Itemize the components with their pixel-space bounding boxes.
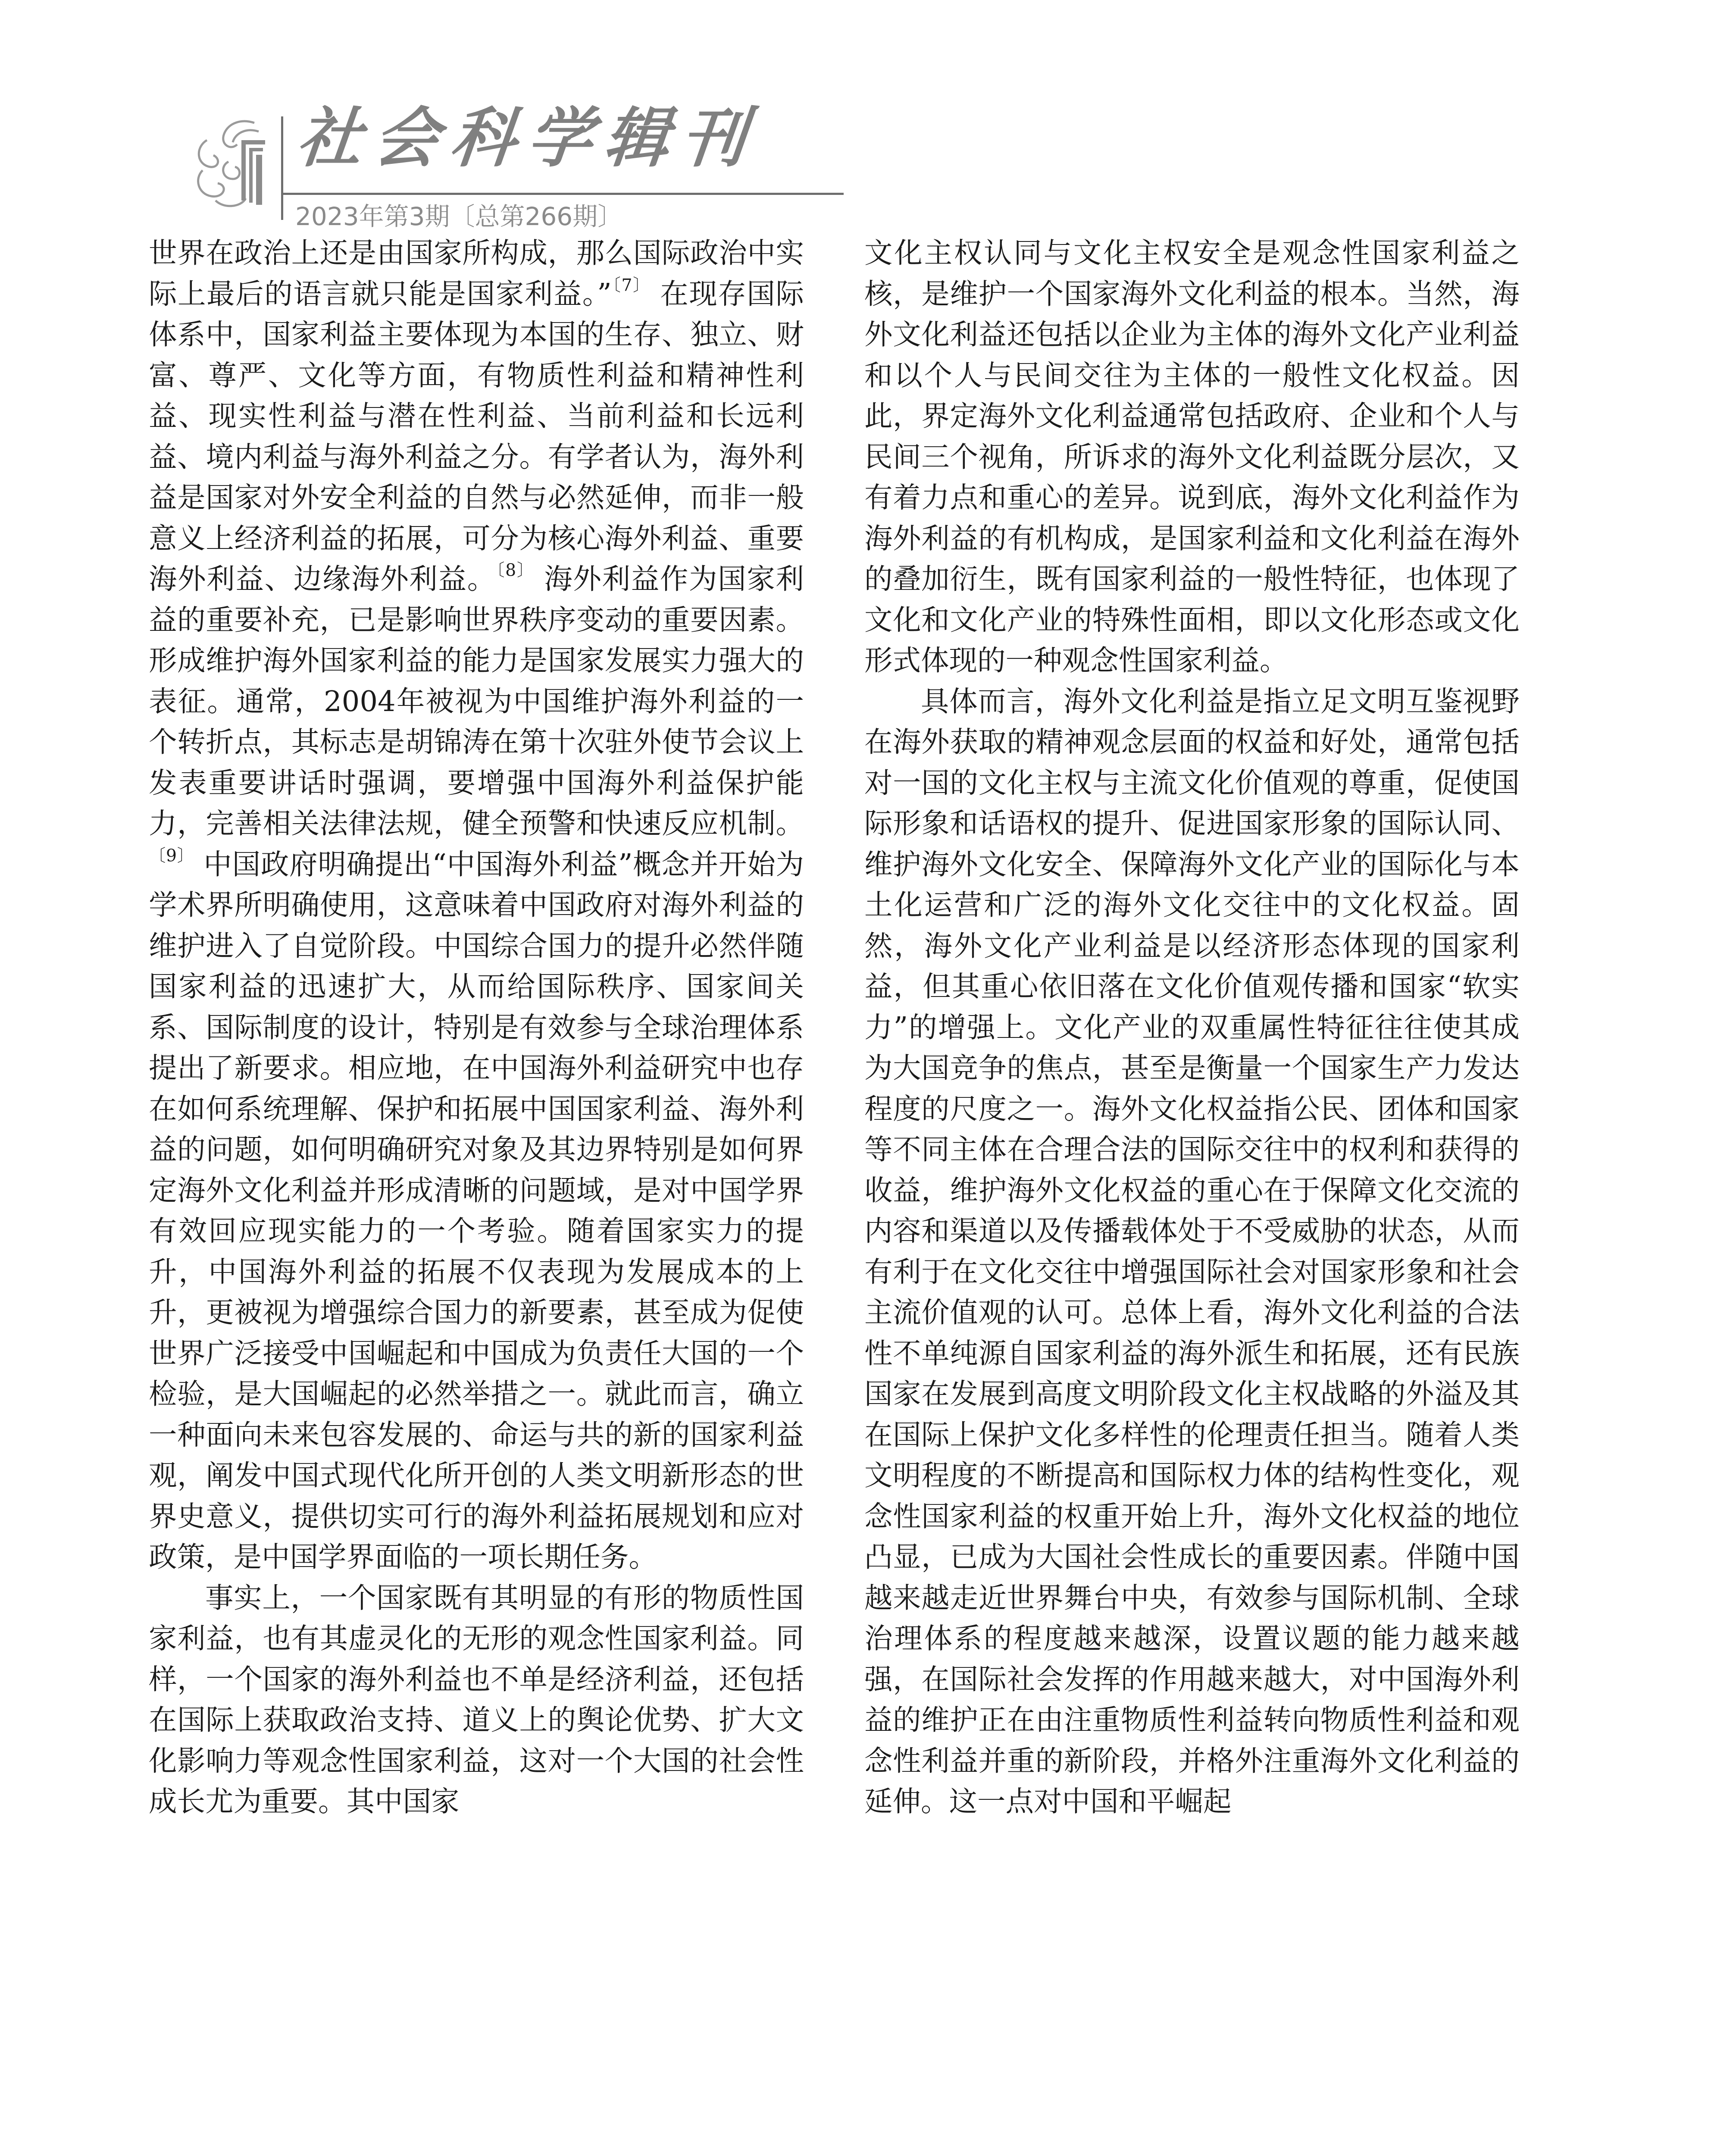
- issue-line: 2023年第3期〔总第266期〕: [295, 202, 623, 231]
- paragraph-text: 具体而言，海外文化利益是指立足文明互鉴视野在海外获取的精神观念层面的权益和好处，通常包括对一国的文化主权与主流文化价值观的尊重，促使国际形象和话语权的提升、促进国家形象的国际认同、维护海外文化安全、保障海外文化产业的国际化与本土化运营和广泛的海外文化交往中的文化权益。固然，海外文化产业利益是以经济形态体现的国家利益，但其重心依旧落在文化价值观传播和国家“软实力”的增强上。文化产业的双重属性特征往往使其成为大国竞争的焦点，甚至是衡量一个国家生产力发达程度的尺度之一。海外文化权益指公民、团体和国家等不同主体在合理合法的国际交往中的权利和获得的收益，维护海外文化权益的重心在于保障文化交流的内容和渠道以及传播载体处于不受威胁的状态，从而有利于在文化交往中增强国际社会对国家形象和社会主流价值观的认可。总体上看，海外文化利益的合法性不单纯源自国家利益的海外派生和拓展，还有民族国家在发展到高度文明阶段文化主权战略的外溢及其在国际上保护文化多样性的伦理责任担当。随着人类文明程度的不断提高和国际权力体的结构性变化，观念性国家利益的权重开始上升，海外文化权益的地位凸显，已成为大国社会性成长的重要因素。伴随中国越来越走近世界舞台中央，有效参与国际机制、全球治理体系的程度越来越深，设置议题的能力越来越强，在国际社会发挥的作用越来越大，对中国海外利益的维护正在由注重物质性利益转向物质性利益和观念性利益并重的新阶段，并格外注重海外文化利益的延伸。这一点对中国和平崛起: [864, 685, 1520, 1818]
- paragraph-text: 在现存国际体系中，国家利益主要体现为本国的生存、独立、财富、尊严、文化等方面，有物质性利益和精神性利益、现实性利益与潜在性利益、当前利益和长远利益、境内利益与海外利益之分。有学者认为，海外利益是国家对外安全利益的自然与必然延伸，而非一般意义上经济利益的拓展，可分为核心海外利益、重要海外利益、边缘海外利益。: [149, 277, 804, 595]
- citation-marker: 〔8〕: [496, 561, 535, 580]
- body-paragraph: [864, 233, 1520, 681]
- paragraph-text: 海外利益作为国家利益的重要补充，已是影响世界秩序变动的重要因素。形成维护海外国家利益的能力是国家发展实力强大的表征。通常，2004年被视为中国维护海外利益的一个转折点，其标志是胡锦涛在第十次驻外使节会议上发表重要讲话时强调，要增强中国海外利益保护能力，完善相关法律法规，健全预警和快速反应机制。: [149, 563, 804, 840]
- journal-masthead: [190, 65, 845, 231]
- paragraph-text: 世界在政治上还是由国家所构成，那么国际政治中实际上最后的语言就只能是国家利益。”: [149, 237, 804, 310]
- body-paragraph: [864, 681, 1520, 1822]
- body-paragraph: [149, 233, 804, 1578]
- paragraph-text: 事实上，一个国家既有其明显的有形的物质性国家利益，也有其虚灵化的无形的观念性国家利益。同样，一个国家的海外利益也不单是经济利益，还包括在国际上获取政治支持、道义上的舆论优势、扩大文化影响力等观念性国家利益，这对一个大国的社会性成长尤为重要。其中国家: [149, 1581, 804, 1818]
- left-column: [149, 233, 804, 1822]
- masthead-vertical-rule: [281, 116, 283, 220]
- journal-title: 社会科学辑刊: [293, 100, 762, 176]
- citation-marker: 〔9〕: [149, 846, 194, 866]
- cloud-swirl-emblem-icon: [190, 114, 267, 213]
- right-column: [864, 233, 1520, 1822]
- masthead-horizontal-rule: [283, 193, 844, 195]
- citation-marker: 〔7〕: [611, 276, 651, 295]
- paragraph-text: 中国政府明确提出“中国海外利益”概念并开始为学术界所明确使用，这意味着中国政府对海外利益的维护进入了自觉阶段。中国综合国力的提升必然伴随国家利益的迅速扩大，从而给国际秩序、国家间关系、国际制度的设计，特别是有效参与全球治理体系提出了新要求。相应地，在中国海外利益研究中也存在如何系统理解、保护和拓展中国国家利益、海外利益的问题，如何明确研究对象及其边界特别是如何界定海外文化利益并形成清晰的问题域，是对中国学界有效回应现实能力的一个考验。随着国家实力的提升，中国海外利益的拓展不仅表现为发展成本的上升，更被视为增强综合国力的新要素，甚至成为促使世界广泛接受中国崛起和中国成为负责任大国的一个检验，是大国崛起的必然举措之一。就此而言，确立一种面向未来包容发展的、命运与共的新的国家利益观，阐发中国式现代化所开创的人类文明新形态的世界史意义，提供切实可行的海外利益拓展规划和应对政策，是中国学界面临的一项长期任务。: [149, 848, 804, 1573]
- paragraph-text: 文化主权认同与文化主权安全是观念性国家利益之核，是维护一个国家海外文化利益的根本。当然，海外文化利益还包括以企业为主体的海外文化产业利益和以个人与民间交往为主体的一般性文化权益。因此，界定海外文化利益通常包括政府、企业和个人与民间三个视角，所诉求的海外文化利益既分层次，又有着力点和重心的差异。说到底，海外文化利益作为海外利益的有机构成，是国家利益和文化利益在海外的叠加衍生，既有国家利益的一般性特征，也体现了文化和文化产业的特殊性面相，即以文化形态或文化形式体现的一种观念性国家利益。: [864, 237, 1520, 677]
- body-paragraph: [149, 1578, 804, 1822]
